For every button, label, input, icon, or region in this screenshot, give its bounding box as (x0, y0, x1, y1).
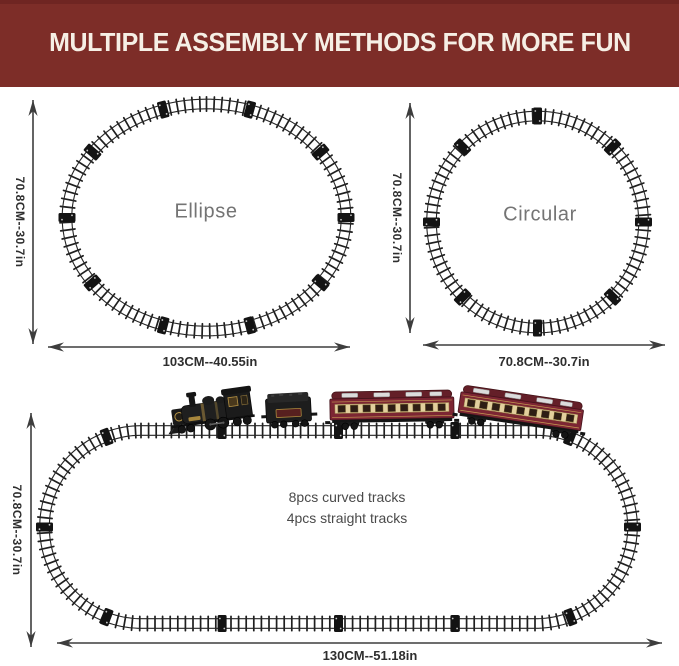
circular-shape-label: Circular (503, 203, 577, 226)
oval-height-arrow (26, 413, 35, 647)
ellipse-height-arrow (28, 100, 37, 344)
straight-tracks-note: 4pcs straight tracks (286, 510, 408, 526)
banner-title: MULTIPLE ASSEMBLY METHODS FOR MORE FUN (48, 27, 631, 57)
dimension-arrows (26, 100, 665, 648)
circular-width-arrow (423, 340, 665, 349)
coal-tender (260, 392, 318, 429)
oval-width-dimension: 130CM--51.18in (322, 648, 418, 663)
oval-width-arrow (57, 638, 662, 647)
ellipse-shape-label: Ellipse (174, 200, 238, 223)
ellipse-height-dimension: 70.8CM--30.7in (13, 176, 27, 268)
circular-height-dimension: 70.8CM--30.7in (390, 172, 404, 264)
ellipse-width-arrow (48, 342, 350, 351)
ellipse-width-dimension: 103CM--40.55in (162, 354, 258, 369)
track-pieces-notes (287, 487, 408, 529)
circular-height-arrow (405, 103, 414, 333)
steam-locomotive (163, 384, 256, 436)
oval-height-dimension: 70.8CM--30.7in (10, 484, 24, 576)
curved-tracks-note: 8pcs curved tracks (288, 489, 406, 505)
circular-width-dimension: 70.8CM--30.7in (498, 354, 590, 369)
